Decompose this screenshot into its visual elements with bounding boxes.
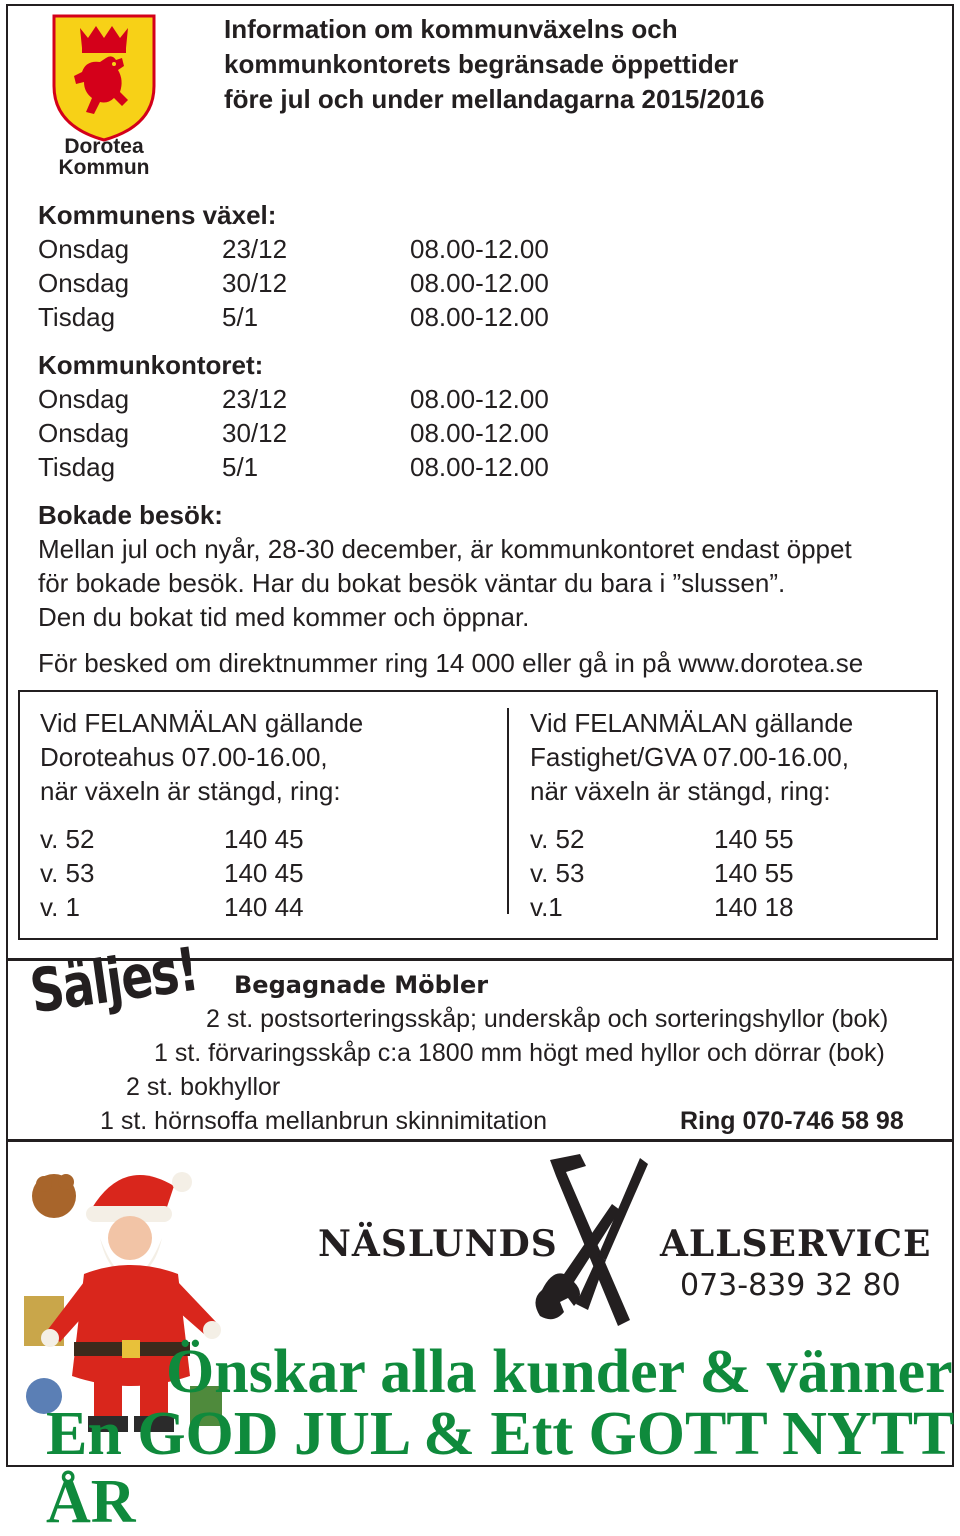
vaxel-date: 5/1 bbox=[222, 302, 259, 332]
greeting-line-1: Önskar alla kunder & vänner bbox=[166, 1338, 953, 1406]
felanmalan-divider bbox=[507, 708, 509, 914]
kontor-time: 08.00-12.00 bbox=[410, 418, 549, 448]
fel-right-line: när växeln är stängd, ring: bbox=[530, 776, 831, 806]
sale-item: 2 st. bokhyllor bbox=[126, 1073, 281, 1101]
fel-right-week: v. 52 bbox=[530, 824, 585, 854]
bokade-line: Den du bokat tid med kommer och öppnar. bbox=[38, 602, 530, 632]
crest-label bbox=[46, 136, 162, 178]
page-title bbox=[224, 12, 764, 117]
fel-left-week: v. 1 bbox=[40, 892, 80, 922]
company-phone: 073-839 32 80 bbox=[680, 1268, 901, 1303]
title-line-3: före jul och under mellandagarna 2015/2016 bbox=[224, 84, 765, 114]
vaxel-day: Onsdag bbox=[38, 234, 130, 264]
sale-item: 2 st. postsorteringsskåp; underskåp och sorteringshyllor (bok) bbox=[206, 1005, 889, 1033]
bokade-heading: Bokade besök: bbox=[38, 500, 223, 530]
fel-right-number: 140 55 bbox=[714, 824, 794, 854]
title-line-2: kommunkontorets begränsade öppettider bbox=[224, 49, 739, 79]
greeting-line-2: En GOD JUL & Ett GOTT NYTT ÅR bbox=[46, 1400, 954, 1536]
crest-label-line1: Dorotea bbox=[64, 135, 144, 158]
fel-left-line: Vid FELANMÄLAN gällande bbox=[40, 708, 364, 738]
fel-right-number: 140 55 bbox=[714, 858, 794, 888]
bokade-line: Mellan jul och nyår, 28-30 december, är kommunkontoret endast öppet bbox=[38, 534, 852, 564]
vaxel-date: 23/12 bbox=[222, 234, 288, 264]
fel-left-week: v. 52 bbox=[40, 824, 95, 854]
kontor-day: Onsdag bbox=[38, 384, 130, 414]
vaxel-time: 08.00-12.00 bbox=[410, 268, 549, 298]
fel-right-week: v.1 bbox=[530, 892, 563, 922]
kontor-day: Onsdag bbox=[38, 418, 130, 448]
kontor-date: 5/1 bbox=[222, 452, 259, 482]
kontor-time: 08.00-12.00 bbox=[410, 384, 549, 414]
kontor-time: 08.00-12.00 bbox=[410, 452, 549, 482]
vaxel-day: Tisdag bbox=[38, 302, 116, 332]
fel-right-week: v. 53 bbox=[530, 858, 585, 888]
vaxel-time: 08.00-12.00 bbox=[410, 234, 549, 264]
company-name-left: NÄSLUNDS bbox=[318, 1223, 558, 1265]
fel-left-line: Doroteahus 07.00-16.00, bbox=[40, 742, 328, 772]
bokade-line: för bokade besök. Har du bokat besök väntar du bara i ”slussen”. bbox=[38, 568, 786, 598]
vaxel-time: 08.00-12.00 bbox=[410, 302, 549, 332]
fel-left-number: 140 45 bbox=[224, 824, 304, 854]
company-name-right: ALLSERVICE bbox=[660, 1223, 932, 1265]
fel-right-line: Vid FELANMÄLAN gällande bbox=[530, 708, 854, 738]
kontor-day: Tisdag bbox=[38, 452, 116, 482]
fel-left-line: när växeln är stängd, ring: bbox=[40, 776, 341, 806]
fel-right-line: Fastighet/GVA 07.00-16.00, bbox=[530, 742, 849, 772]
sale-heading: Begagnade Möbler bbox=[234, 971, 489, 999]
besked-text: För besked om direktnummer ring 14 000 eller gå in på www.dorotea.se bbox=[38, 648, 864, 678]
kontor-heading: Kommunkontoret: bbox=[38, 350, 264, 380]
title-line-1: Information om kommunväxelns och bbox=[224, 14, 678, 44]
kontor-date: 23/12 bbox=[222, 384, 288, 414]
vaxel-date: 30/12 bbox=[222, 268, 288, 298]
kontor-date: 30/12 bbox=[222, 418, 288, 448]
saljes-badge: Säljes! bbox=[26, 934, 202, 1028]
sale-contact: Ring 070-746 58 98 bbox=[680, 1107, 904, 1135]
fel-left-number: 140 44 bbox=[224, 892, 304, 922]
dorotea-crest-icon bbox=[52, 14, 156, 142]
fel-left-number: 140 45 bbox=[224, 858, 304, 888]
sale-item: 1 st. förvaringsskåp c:a 1800 mm högt med hyllor och dörrar (bok) bbox=[154, 1039, 885, 1067]
vaxel-heading: Kommunens växel: bbox=[38, 200, 277, 230]
fel-right-number: 140 18 bbox=[714, 892, 794, 922]
sale-item: 1 st. hörnsoffa mellanbrun skinnimitation bbox=[100, 1107, 547, 1135]
fel-left-week: v. 53 bbox=[40, 858, 95, 888]
crest-label-line2: Kommun bbox=[58, 156, 150, 179]
vaxel-day: Onsdag bbox=[38, 268, 130, 298]
